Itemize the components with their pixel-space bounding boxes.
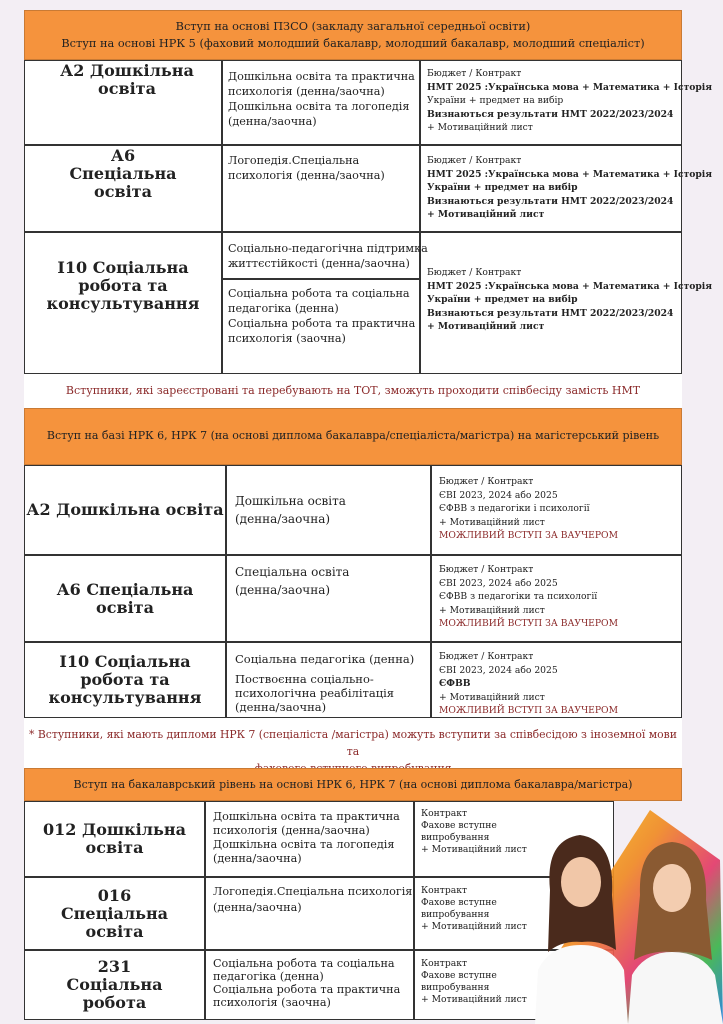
program-list: Дошкільна освіта та практична психологія (денна/заочна) Дошкільна освіта та логопедія (денна/заочна) [213,810,400,865]
specialty-231: 231 Соціальна робота [66,957,163,1012]
requirements: Бюджет / Контракт ЄВІ 2023, 2024 або 2025 ЄФВВ + Мотиваційний лист МОЖЛИВИЙ ВСТУП ЗА ВАУЧЕРОМ [439,651,618,716]
requirements: Бюджет / Контракт НМТ 2025 :Українська мова + Математика + Історія України + предмет на вибір Визнаються результати НМТ 2022/2023/2024 + Мотиваційний лист [427,155,713,220]
requirements: Бюджет / Контракт НМТ 2025 :Українська мова + Математика + Історія України + предмет на вибір Визнаються результати НМТ 2022/2023/2024 + Мотиваційний лист [427,267,713,332]
program-list: Соціально-педагогічна підтримка життєстійкості (денна/заочна) [228,242,428,270]
voucher-label: МОЖЛИВИЙ ВСТУП ЗА ВАУЧЕРОМ [439,618,618,629]
program-list: Дошкільна освіта та практична психологія (денна/заочна) Дошкільна освіта та логопедія (денна/заочна) [228,70,415,128]
section1-header-line2: Вступ на основі НРК 5 (фаховий молодший бакалавр, молодший бакалавр, молодший спеціаліст) [61,37,645,50]
section1-header-line1: Вступ на основі ПЗСО (закладу загальної середньої освіти) [175,20,531,33]
program-list: Соціальна педагогіка (денна) Поствоєнна соціально- психологічна реабілітація (денна/заочна) [235,652,415,714]
requirements: Бюджет / Контракт ЄВІ 2023, 2024 або 2025 ЄФВВ з педагогіки та психології + Мотиваційний лист МОЖЛИВИЙ ВСТУП ЗА ВАУЧЕРОМ [439,564,618,629]
specialty-a2: А2 Дошкільна освіта [26,500,224,519]
program-list: Логопедія.Спеціальна психологія (денна/заочна) [228,154,385,182]
specialty-i10: І10 Соціальна робота та консультування [48,652,202,707]
requirements: Контракт Фахове вступне випробування + Мотиваційний лист [421,958,527,1005]
specialty-a2: А2 Дошкільна освіта [60,61,194,98]
program-list: Соціальна робота та соціальна педагогіка (денна) Соціальна робота та практична психологія (заочна) [213,957,401,1009]
section1-table [24,60,713,374]
specialty-012: 012 Дошкільна освіта [43,820,186,857]
section3-header: Вступ на бакалаврський рівень на основі НРК 6, НРК 7 (на основі диплома бакалавра/магістра) [24,768,682,801]
specialty-a6: А6 Спеціальна освіта [69,146,177,201]
program-list: Дошкільна освіта (денна/заочна) [235,494,346,526]
voucher-label: МОЖЛИВИЙ ВСТУП ЗА ВАУЧЕРОМ [439,705,618,716]
requirements: Бюджет / Контракт ЄВІ 2023, 2024 або 2025 ЄФВВ з педагогіки і психології + Мотиваційний лист МОЖЛИВИЙ ВСТУП ЗА ВАУЧЕРОМ [439,476,618,541]
students-photo [520,800,723,1024]
section2-header: Вступ на базі НРК 6, НРК 7 (на основі диплома бакалавра/спеціаліста/магістра) на магістерський рівень [24,408,682,465]
section2-note: * Вступники, які мають дипломи НРК 7 (спеціаліста /магістра) можуть вступити за співбесідою з іноземної мови та [24,718,682,768]
program-list: Спеціальна освіта (денна/заочна) [235,565,350,597]
specialty-i10: І10 Соціальна робота та консультування [46,258,200,313]
requirements: Контракт Фахове вступне випробування + Мотиваційний лист [421,808,527,855]
program-list: Логопедія.Спеціальна психологія (денна/заочна) [213,885,413,914]
program-list: Соціальна робота та соціальна педагогіка (денна) Соціальна робота та практична психологія (заочна) [228,287,416,345]
voucher-label: МОЖЛИВИЙ ВСТУП ЗА ВАУЧЕРОМ [439,530,618,541]
specialty-016: 016 Спеціальна освіта [60,885,169,941]
section1-note: Вступники, які зареєстровані та перебувають на ТОТ, зможуть проходити співбесіду замість НМТ [24,374,682,408]
section2-table [24,465,682,718]
specialty-a6: А6 Спеціальна освіта [56,579,194,617]
section1-header [24,10,682,60]
requirements: Бюджет / Контракт НМТ 2025 :Українська мова + Математика + Історія України + предмет на вибір Визнаються результати НМТ 2022/2023/2024 + Мотиваційний лист [427,68,713,133]
requirements: Контракт Фахове вступне випробування + Мотиваційний лист [421,885,527,932]
